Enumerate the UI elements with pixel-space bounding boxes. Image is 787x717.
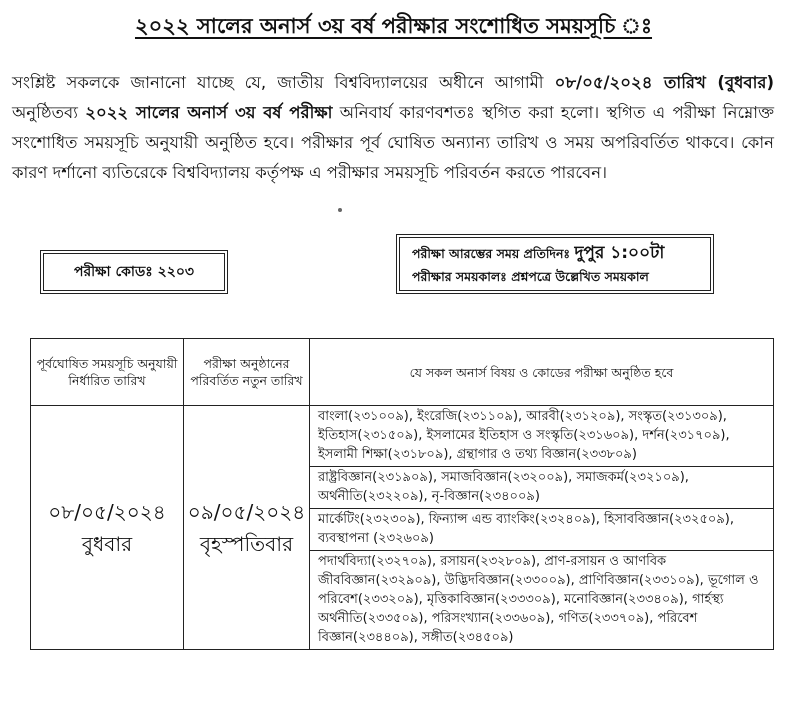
start-time-value: দুপুর ১:০০টা xyxy=(574,243,665,263)
notice-paragraph xyxy=(12,68,774,188)
subject-group-social-science: রাষ্ট্রবিজ্ঞান(২৩১৯০৯), সমাজবিজ্ঞান(২৩২০০৯), সমাজকর্ম(২৩২১০৯), অর্থনীতি(২৩২২০৯), নৃ-বিজ্ঞান(২৩৪০০৯) xyxy=(310,467,774,509)
stray-dot xyxy=(338,208,342,212)
old-date-cell xyxy=(31,406,184,650)
duration-value: প্রশ্নপত্রে উল্লেখিত সময়কাল xyxy=(511,269,649,284)
table-header-row xyxy=(31,339,774,406)
old-day: বুধবার xyxy=(81,531,133,556)
duration-label: পরীক্ষার সময়কালঃ xyxy=(412,269,507,284)
notice-part3: অনিবার্য কারণবশতঃ স্থগিত করা হলো। স্থগিত এ পরীক্ষা নিম্নোক্ত সংশোধিত সময়সূচি অনুযায়ী অনুষ্ঠিত হবে। পরীক্ষার পূর্ব ঘোষিত অন্যান্য তারিখ ও সময় অপরিবর্তিত থাকবে। কোন কারণ দর্শানো ব্যতিরেকে বিশ্ববিদ্যালয় কর্তৃপক্ষ এ পরীক্ষার সময়সূচি পরিবর্তন করতে পারবেন। xyxy=(12,103,775,182)
header-old-date: পূর্বঘোষিত সময়সূচি অনুযায়ী নির্ধারিত তারিখ xyxy=(31,339,184,406)
old-date: ০৮/০৫/২০২৪ xyxy=(48,499,166,524)
header-subjects: যে সকল অনার্স বিষয় ও কোডের পরীক্ষা অনুষ্ঠিত হবে xyxy=(310,339,774,406)
exam-code-box xyxy=(40,250,228,294)
exam-time-box xyxy=(396,234,714,294)
table-row xyxy=(31,406,774,467)
new-date-cell xyxy=(184,406,310,650)
notice-part1: সংশ্লিষ্ট সকলকে জানানো যাচ্ছে যে, জাতীয় বিশ্ববিদ্যালয়ের অধীনে আগামী xyxy=(12,73,555,92)
duration-row xyxy=(412,265,698,288)
new-day: বৃহস্পতিবার xyxy=(199,531,294,556)
notice-part2: অনুষ্ঠিতব্য xyxy=(12,103,86,122)
subject-group-arts: বাংলা(২৩১০০৯), ইংরেজি(২৩১১০৯), আরবী(২৩১২০৯), সংস্কৃত(২৩১৩০৯), ইতিহাস(২৩১৫০৯), ইসলামের ইতিহাস ও সংস্কৃতি(২৩১৬০৯), দর্শন(২৩১৭০৯), ইসলামী শিক্ষা(২৩১৮০৯), গ্রন্থাগার ও তথ্য বিজ্ঞান(২৩৩৮০৯) xyxy=(310,406,774,467)
start-time-label: পরীক্ষা আরম্ভের সময় প্রতিদিনঃ xyxy=(412,246,571,261)
start-time-row xyxy=(412,242,698,265)
schedule-table xyxy=(30,338,774,650)
notice-exam: ২০২২ সালের অনার্স ৩য় বর্ষ পরীক্ষা xyxy=(85,103,333,122)
page-title xyxy=(0,10,787,45)
subject-group-business: মার্কেটিং(২৩২৩০৯), ফিন্যান্স এন্ড ব্যাংকিং(২৩২৪০৯), হিসাববিজ্ঞান(২৩২৫০৯), ব্যবস্থাপনা (২৩২৬০৯) xyxy=(310,509,774,551)
notice-date: ০৮/০৫/২০২৪ তারিখ (বুধবার) xyxy=(554,73,774,92)
header-new-date: পরীক্ষা অনুষ্ঠানের পরিবর্তিত নতুন তারিখ xyxy=(184,339,310,406)
subject-group-science: পদার্থবিদ্যা(২৩২৭০৯), রসায়ন(২৩২৮০৯), প্রাণ-রসায়ন ও আণবিক জীববিজ্ঞান(২৩২৯০৯), উদ্ভিদবিজ্ঞান(২৩৩০০৯), প্রাণিবিজ্ঞান(২৩৩১০৯), ভূগোল ও পরিবেশ(২৩৩২০৯), মৃত্তিকাবিজ্ঞান(২৩৩৩০৯), মনোবিজ্ঞান(২৩৩৪০৯), গার্হস্থ্য অর্থনীতি(২৩৩৫০৯), পরিসংখ্যান(২৩৩৬০৯), গণিত(২৩৩৭০৯), পরিবেশ বিজ্ঞান(২৩৪৪০৯), সঙ্গীত(২৩৪৫০৯) xyxy=(310,551,774,650)
title-text: ২০২২ সালের অনার্স ৩য় বর্ষ পরীক্ষার সংশোধিত সময়সূচি ঃ xyxy=(134,14,653,38)
exam-code: পরীক্ষা কোডঃ ২২০৩ xyxy=(73,264,195,280)
new-date: ০৯/০৫/২০২৪ xyxy=(187,499,306,524)
